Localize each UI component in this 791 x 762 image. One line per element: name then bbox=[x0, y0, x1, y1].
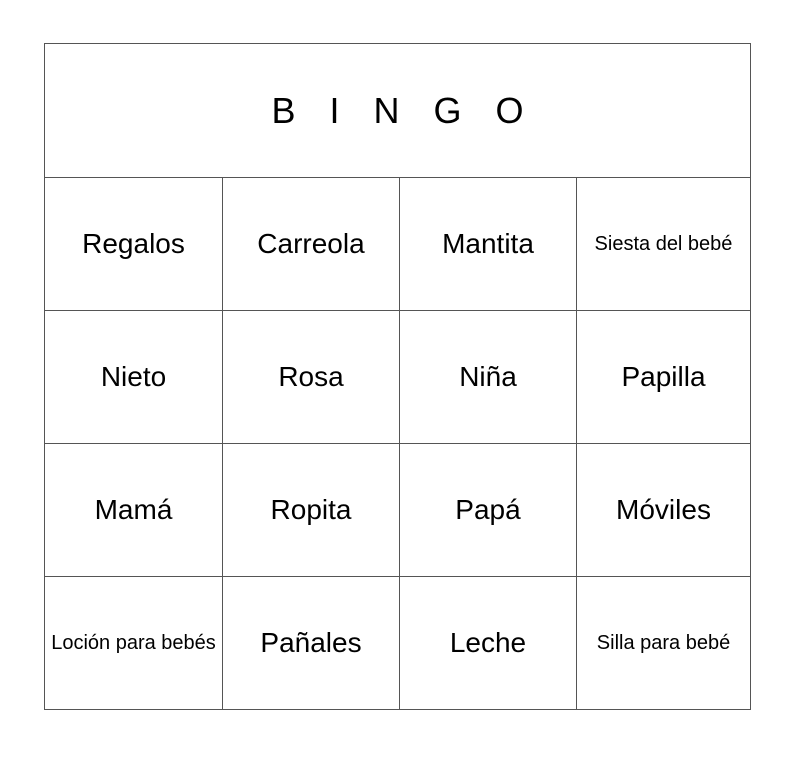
bingo-title: B I N G O bbox=[271, 89, 536, 131]
bingo-cell: Niña bbox=[399, 310, 576, 443]
bingo-cell: Rosa bbox=[222, 310, 399, 443]
bingo-cell: Leche bbox=[399, 576, 576, 709]
bingo-cell: Carreola bbox=[222, 177, 399, 310]
bingo-cell: Pañales bbox=[222, 576, 399, 709]
bingo-cell: Silla para bebé bbox=[576, 576, 750, 709]
bingo-cell: Nieto bbox=[45, 310, 222, 443]
bingo-cell: Móviles bbox=[576, 443, 750, 576]
bingo-cell: Loción para bebés bbox=[45, 576, 222, 709]
bingo-cell: Papá bbox=[399, 443, 576, 576]
bingo-cell: Ropita bbox=[222, 443, 399, 576]
bingo-cell: Papilla bbox=[576, 310, 750, 443]
bingo-cell: Regalos bbox=[45, 177, 222, 310]
bingo-cell: Mantita bbox=[399, 177, 576, 310]
bingo-cell: Mamá bbox=[45, 443, 222, 576]
bingo-cell: Siesta del bebé bbox=[576, 177, 750, 310]
bingo-card bbox=[44, 43, 751, 710]
bingo-grid bbox=[45, 177, 750, 709]
